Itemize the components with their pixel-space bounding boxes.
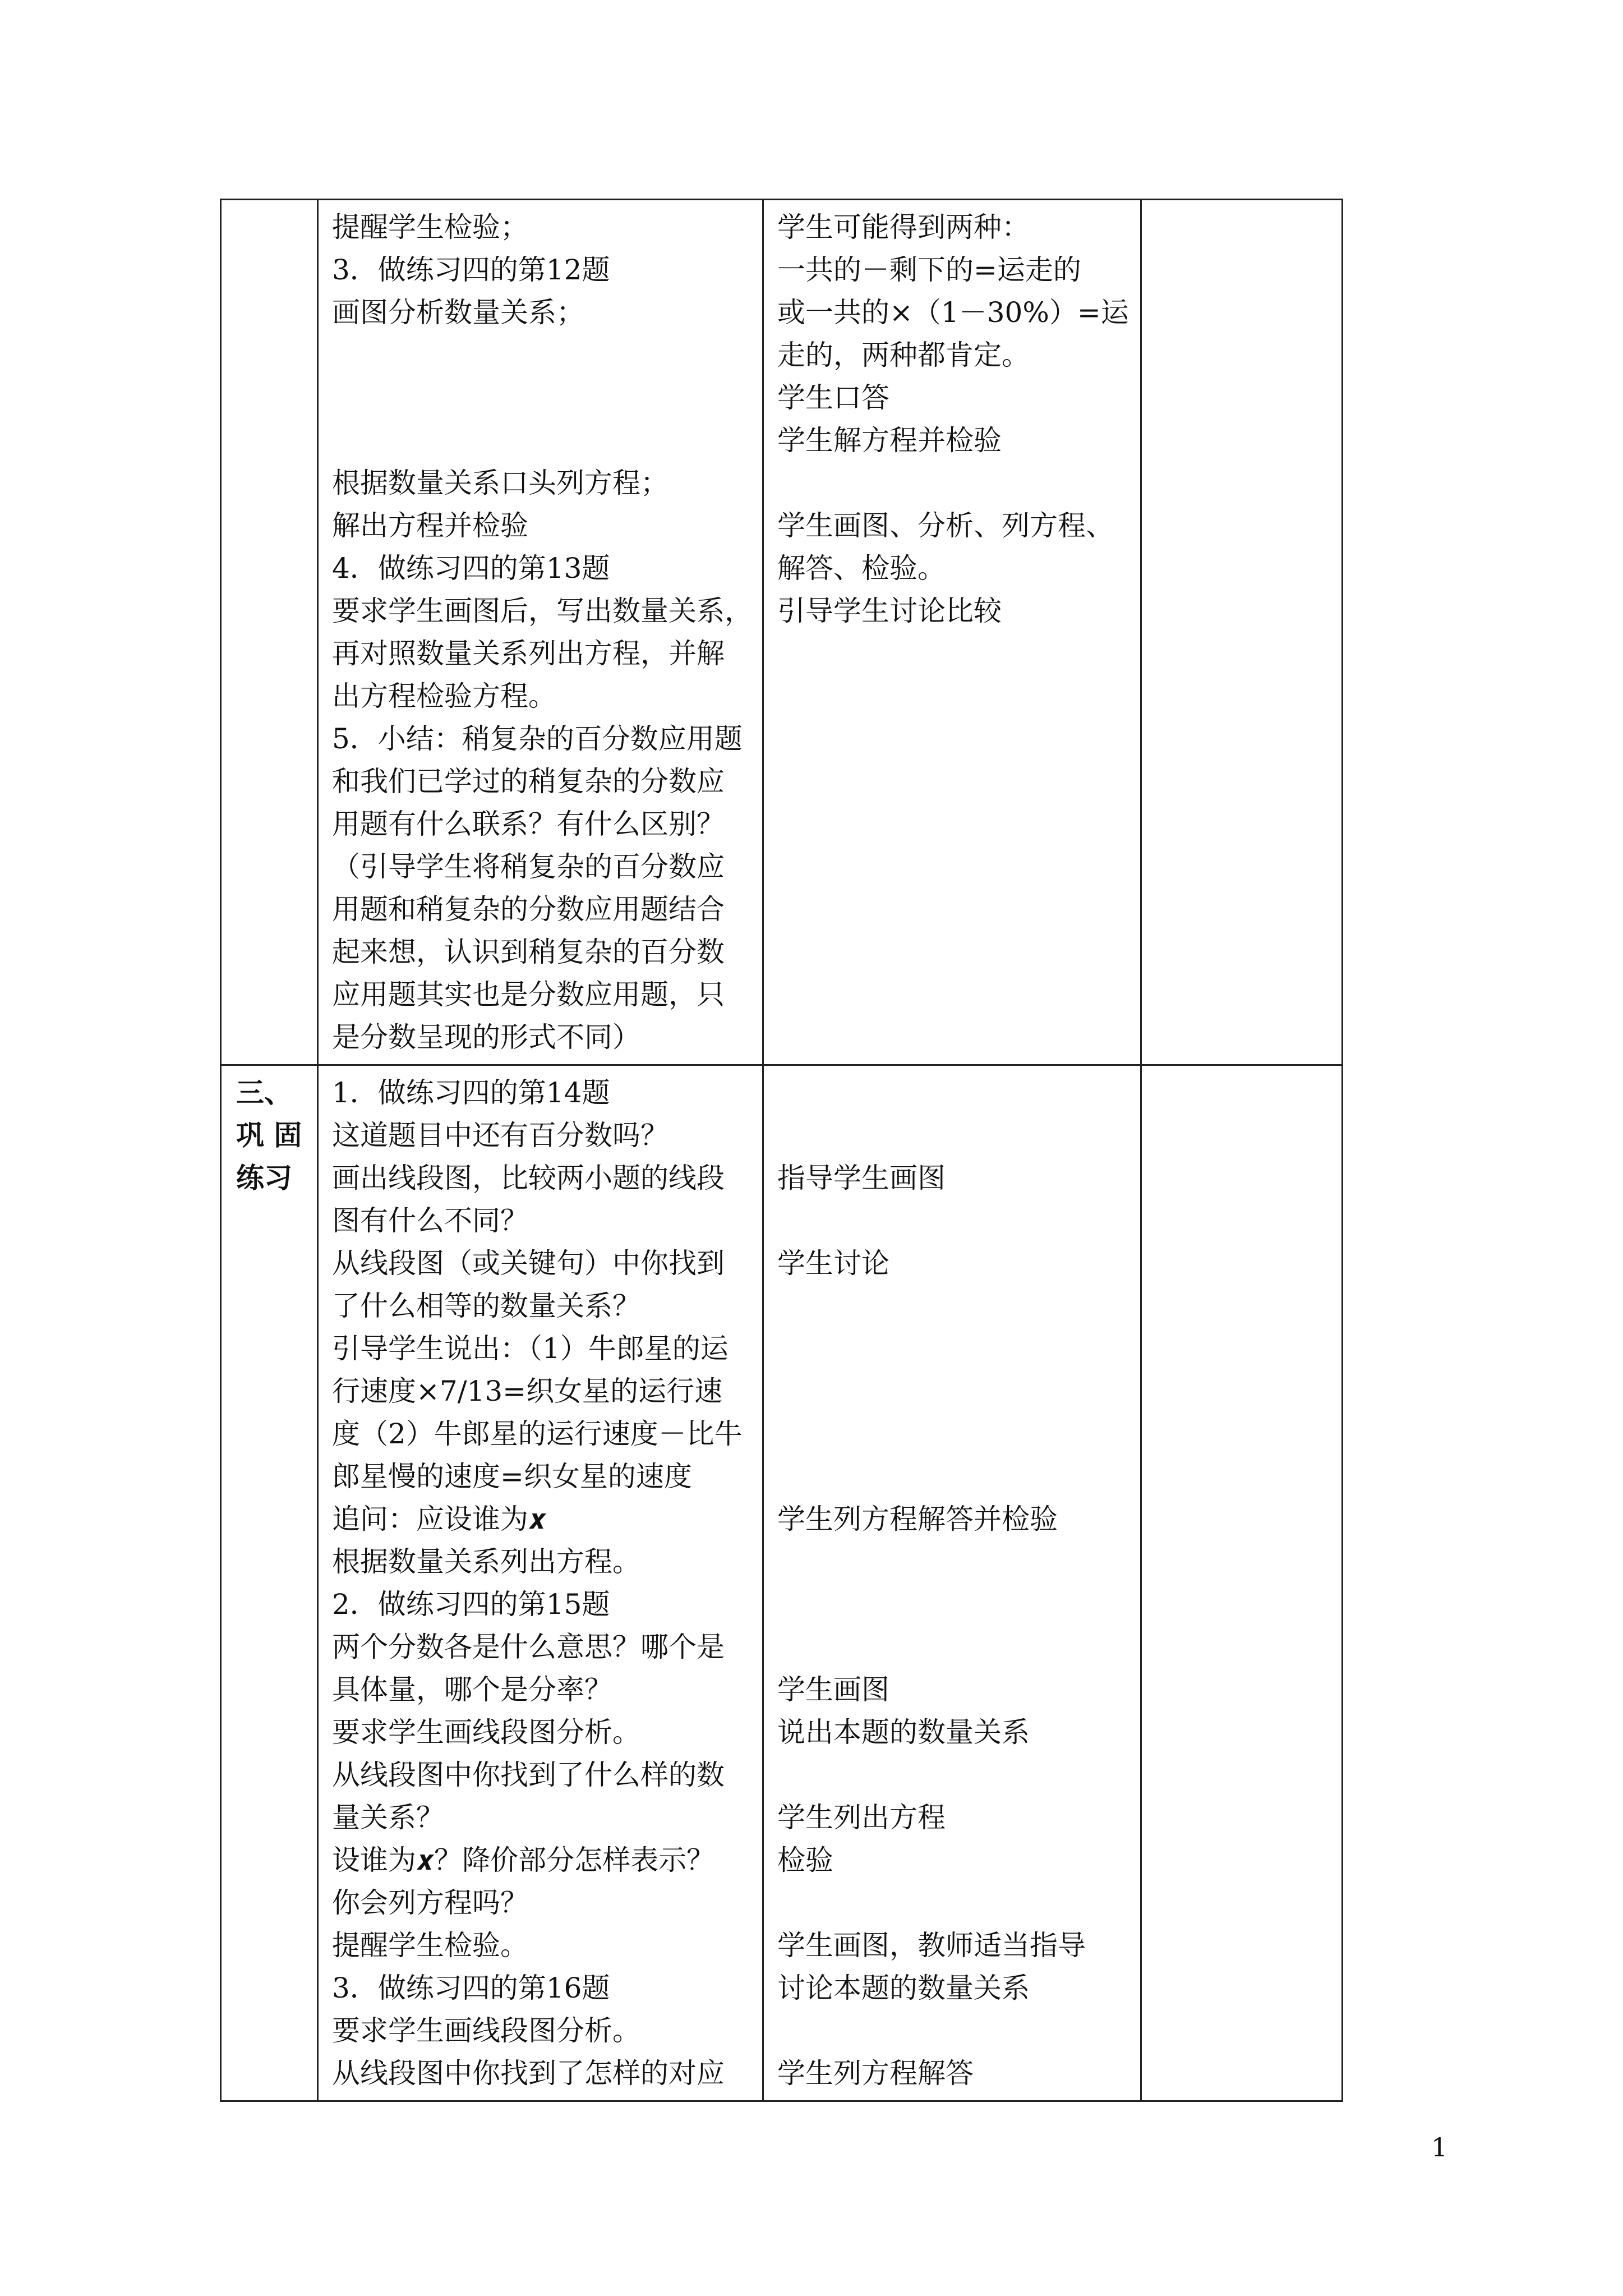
teacher-lines bbox=[319, 1066, 762, 2100]
teacher-text-line: 提醒学生检验； bbox=[332, 211, 528, 243]
teacher-activity-cell bbox=[318, 200, 763, 1065]
student-text-line bbox=[777, 1285, 1131, 1327]
student-text-line: 检验 bbox=[777, 1844, 833, 1876]
section-cell bbox=[221, 200, 318, 1065]
lesson-plan-table bbox=[220, 199, 1343, 2102]
teacher-text-line: 1．做练习四的第14题 bbox=[332, 1076, 610, 1109]
student-text-line bbox=[777, 1540, 1131, 1583]
student-text-line: 学生口答 bbox=[777, 381, 889, 414]
teacher-text-line: 了什么相等的数量关系？ bbox=[332, 1290, 640, 1322]
table-row bbox=[221, 1065, 1343, 2101]
teacher-activity-cell bbox=[318, 1065, 763, 2101]
student-text-line: 学生讨论 bbox=[777, 1247, 889, 1280]
student-text-line bbox=[777, 1455, 1131, 1498]
teacher-text-line: 应用题其实也是分数应用题，只 bbox=[332, 978, 725, 1011]
teacher-text-line: （引导学生将稍复杂的百分数应 bbox=[332, 850, 725, 883]
notes-cell bbox=[1141, 200, 1343, 1065]
table-row bbox=[221, 200, 1343, 1065]
student-text-line bbox=[777, 1754, 1131, 1796]
teacher-text-line: 这道题目中还有百分数吗？ bbox=[332, 1119, 668, 1152]
section-text-line: 练习 bbox=[236, 1161, 292, 1194]
teacher-text-line: 解出方程并检验 bbox=[332, 509, 528, 542]
teacher-text-line: 郎星慢的速度=织女星的速度 bbox=[332, 1460, 692, 1493]
student-activity-cell bbox=[763, 1065, 1141, 2101]
teacher-text-line: 要求学生画线段图分析。 bbox=[332, 2014, 640, 2047]
student-text-line: 或一共的×（1－30%）=运 bbox=[777, 296, 1129, 329]
student-text-line bbox=[777, 1199, 1131, 1242]
student-text-line: 指导学生画图 bbox=[777, 1162, 946, 1194]
teacher-text-line bbox=[332, 419, 753, 462]
teacher-text-line: 提醒学生检验。 bbox=[332, 1929, 528, 1962]
teacher-text-line: 行速度×7/13=织女星的运行速 bbox=[332, 1375, 723, 1407]
student-text-line bbox=[777, 1071, 1131, 1114]
student-lines bbox=[764, 200, 1140, 638]
teacher-text-line: 量关系？ bbox=[332, 1801, 444, 1834]
student-text-line bbox=[777, 1370, 1131, 1412]
student-text-line bbox=[777, 1583, 1131, 1626]
teacher-text-line: 从线段图中你找到了怎样的对应 bbox=[332, 2057, 725, 2090]
student-text-line bbox=[777, 462, 1131, 504]
teacher-text-line: 用题和稍复杂的分数应用题结合 bbox=[332, 893, 725, 926]
teacher-text-line: 追问：应设谁为𝒙 bbox=[332, 1503, 547, 1535]
teacher-text-line: 根据数量关系列出方程。 bbox=[332, 1545, 640, 1578]
teacher-text-line: 具体量，哪个是分率？ bbox=[332, 1673, 612, 1706]
student-text-line: 引导学生讨论比较 bbox=[777, 595, 1002, 627]
teacher-text-line: 画图分析数量关系； bbox=[332, 296, 584, 329]
student-text-line: 学生列方程解答 bbox=[777, 2057, 974, 2090]
teacher-text-line: 两个分数各是什么意思？哪个是 bbox=[332, 1631, 725, 1663]
teacher-text-line: 2．做练习四的第15题 bbox=[332, 1588, 610, 1621]
teacher-text-line: 要求学生画线段图分析。 bbox=[332, 1716, 640, 1749]
section-text-line: 三、 bbox=[236, 1076, 292, 1109]
teacher-text-line: 和我们已学过的稍复杂的分数应 bbox=[332, 765, 725, 798]
student-text-line: 走的，两种都肯定。 bbox=[777, 339, 1030, 371]
student-text-line: 讨论本题的数量关系 bbox=[777, 1972, 1030, 2004]
teacher-text-line: 要求学生画图后，写出数量关系， bbox=[332, 595, 753, 627]
student-text-line bbox=[777, 2009, 1131, 2052]
teacher-text-line bbox=[332, 376, 753, 419]
teacher-text-line: 度（2）牛郎星的运行速度－比牛 bbox=[332, 1418, 743, 1450]
teacher-text-line: 你会列方程吗？ bbox=[332, 1887, 528, 1919]
student-text-line: 学生画图，教师适当指导 bbox=[777, 1929, 1086, 1962]
student-text-line: 一共的－剩下的=运走的 bbox=[777, 254, 1081, 286]
section-lines bbox=[222, 200, 317, 211]
student-text-line bbox=[777, 1412, 1131, 1455]
teacher-text-line bbox=[332, 334, 753, 376]
teacher-text-line: 出方程检验方程。 bbox=[332, 680, 556, 712]
section-text-line: 巩 固 bbox=[236, 1119, 302, 1152]
student-text-line bbox=[777, 1114, 1131, 1157]
teacher-text-line: 再对照数量关系列出方程，并解 bbox=[332, 637, 725, 670]
teacher-text-line: 根据数量关系口头列方程； bbox=[332, 467, 668, 499]
student-text-line: 学生画图 bbox=[777, 1673, 889, 1706]
teacher-text-line: 设谁为𝒙？降价部分怎样表示？ bbox=[332, 1844, 715, 1876]
notes-cell bbox=[1141, 1065, 1343, 2101]
student-text-line bbox=[777, 1327, 1131, 1370]
student-text-line bbox=[777, 1881, 1131, 1924]
student-lines bbox=[764, 1066, 1140, 2100]
teacher-text-line: 用题有什么联系？有什么区别？ bbox=[332, 808, 725, 840]
teacher-text-line: 从线段图中你找到了什么样的数 bbox=[332, 1759, 725, 1791]
section-cell bbox=[221, 1065, 318, 2101]
teacher-text-line: 起来想，认识到稍复杂的百分数 bbox=[332, 936, 725, 968]
student-text-line: 解答、检验。 bbox=[777, 552, 946, 585]
page-number: 1 bbox=[1431, 2132, 1448, 2162]
notes-lines bbox=[1142, 1066, 1341, 1077]
student-text-line: 学生列出方程 bbox=[777, 1801, 946, 1834]
teacher-text-line: 引导学生说出：（1）牛郎星的运 bbox=[332, 1332, 728, 1365]
teacher-text-line: 4．做练习四的第13题 bbox=[332, 552, 610, 585]
section-lines bbox=[222, 1066, 317, 1205]
teacher-text-line: 3．做练习四的第12题 bbox=[332, 254, 610, 286]
student-text-line: 学生可能得到两种： bbox=[777, 211, 1030, 243]
student-text-line: 学生解方程并检验 bbox=[777, 424, 1002, 457]
teacher-text-line: 图有什么不同？ bbox=[332, 1204, 528, 1237]
notes-lines bbox=[1142, 200, 1341, 211]
teacher-text-line: 从线段图（或关键句）中你找到 bbox=[332, 1247, 725, 1280]
teacher-text-line: 画出线段图，比较两小题的线段 bbox=[332, 1162, 725, 1194]
student-text-line: 学生画图、分析、列方程、 bbox=[777, 509, 1114, 542]
student-text-line: 学生列方程解答并检验 bbox=[777, 1503, 1058, 1535]
teacher-lines bbox=[319, 200, 762, 1064]
teacher-text-line: 5．小结：稍复杂的百分数应用题 bbox=[332, 723, 743, 755]
student-text-line: 说出本题的数量关系 bbox=[777, 1716, 1030, 1749]
teacher-text-line: 3．做练习四的第16题 bbox=[332, 1972, 610, 2004]
student-text-line bbox=[777, 1626, 1131, 1668]
student-activity-cell bbox=[763, 200, 1141, 1065]
teacher-text-line: 是分数呈现的形式不同） bbox=[332, 1021, 640, 1053]
